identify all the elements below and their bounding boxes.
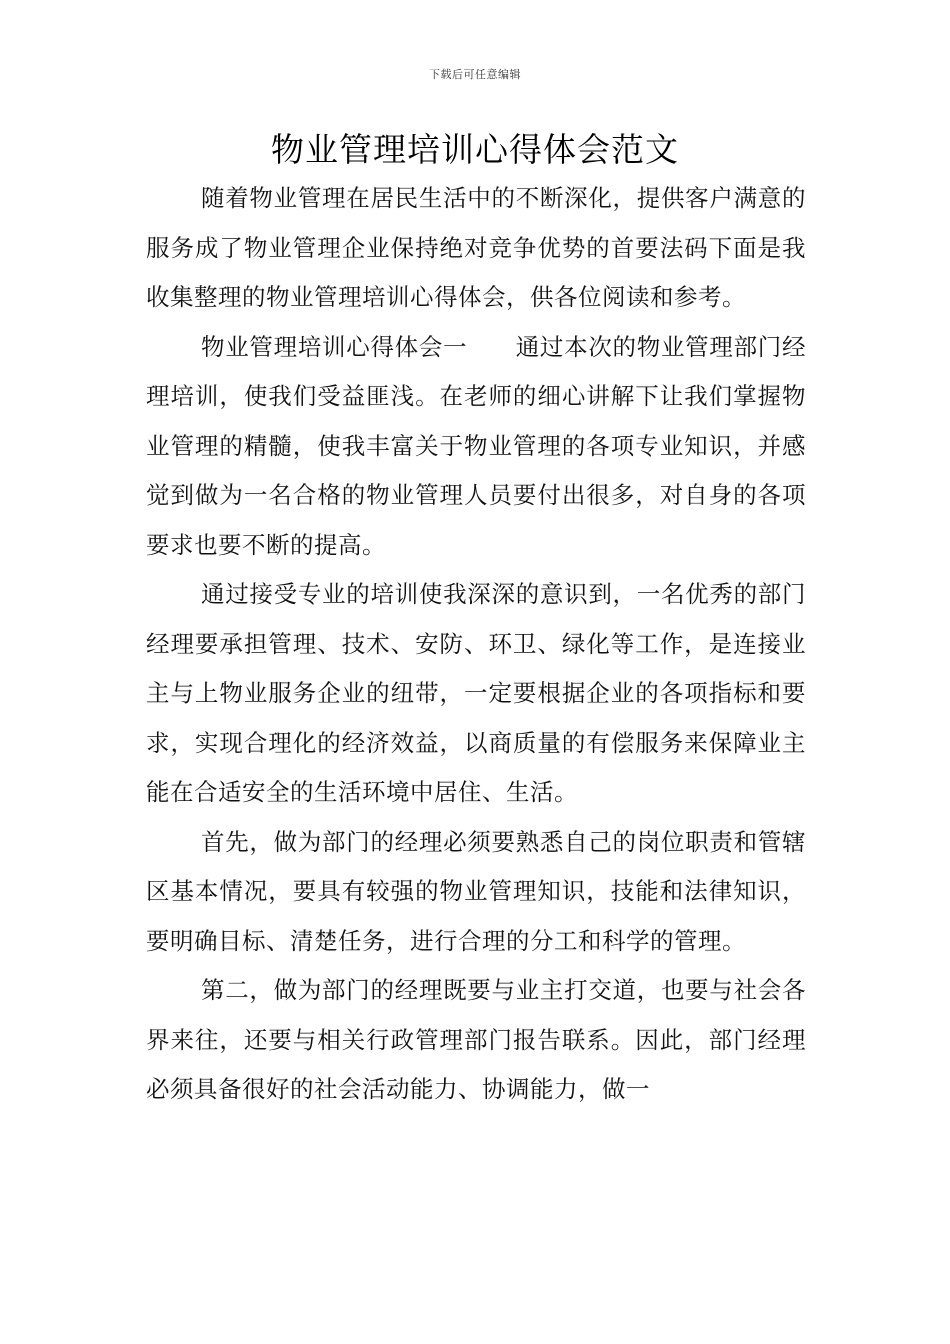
paragraph-training-awareness: 通过接受专业的培训使我深深的意识到，一名优秀的部门经理要承担管理、技术、安防、环卫、绿化等工作，是连接业主与上物业服务企业的纽带，一定要根据企业的各项指标和要求，实现合理化的经济效益，以商质量的有偿服务来保障业主能在合适安全的生活环境中居住、生活。 (146, 580, 806, 806)
document-title: 物业管理培训心得体会范文 (271, 130, 679, 169)
paragraph-second-point: 第二，做为部门的经理既要与业主打交道，也要与社会各界来往，还要与相关行政管理部门报告联系。因此，部门经理必须具备很好的社会活动能力、协调能力，做一 (146, 976, 806, 1103)
paragraph-intro: 随着物业管理在居民生活中的不断深化，提供客户满意的服务成了物业管理企业保持绝对竞争优势的首要法码下面是我收集整理的物业管理培训心得体会，供各位阅读和参考。 (146, 184, 806, 311)
document-body (146, 174, 806, 1115)
header-note: 下载后可任意编辑 (429, 68, 521, 81)
paragraph-experience-one: 物业管理培训心得体会一 通过本次的物业管理部门经理培训，使我们受益匪浅。在老师的细心讲解下让我们掌握物业管理的精髓，使我丰富关于物业管理的各项专业知识，并感觉到做为一名合格的物业管理人员要付出很多，对自身的各项要求也要不断的提高。 (146, 332, 806, 559)
paragraph-first-point: 首先，做为部门的经理必须要熟悉自己的岗位职责和管辖区基本情况，要具有较强的物业管理知识，技能和法律知识，要明确目标、清楚任务，进行合理的分工和科学的管理。 (146, 827, 806, 955)
